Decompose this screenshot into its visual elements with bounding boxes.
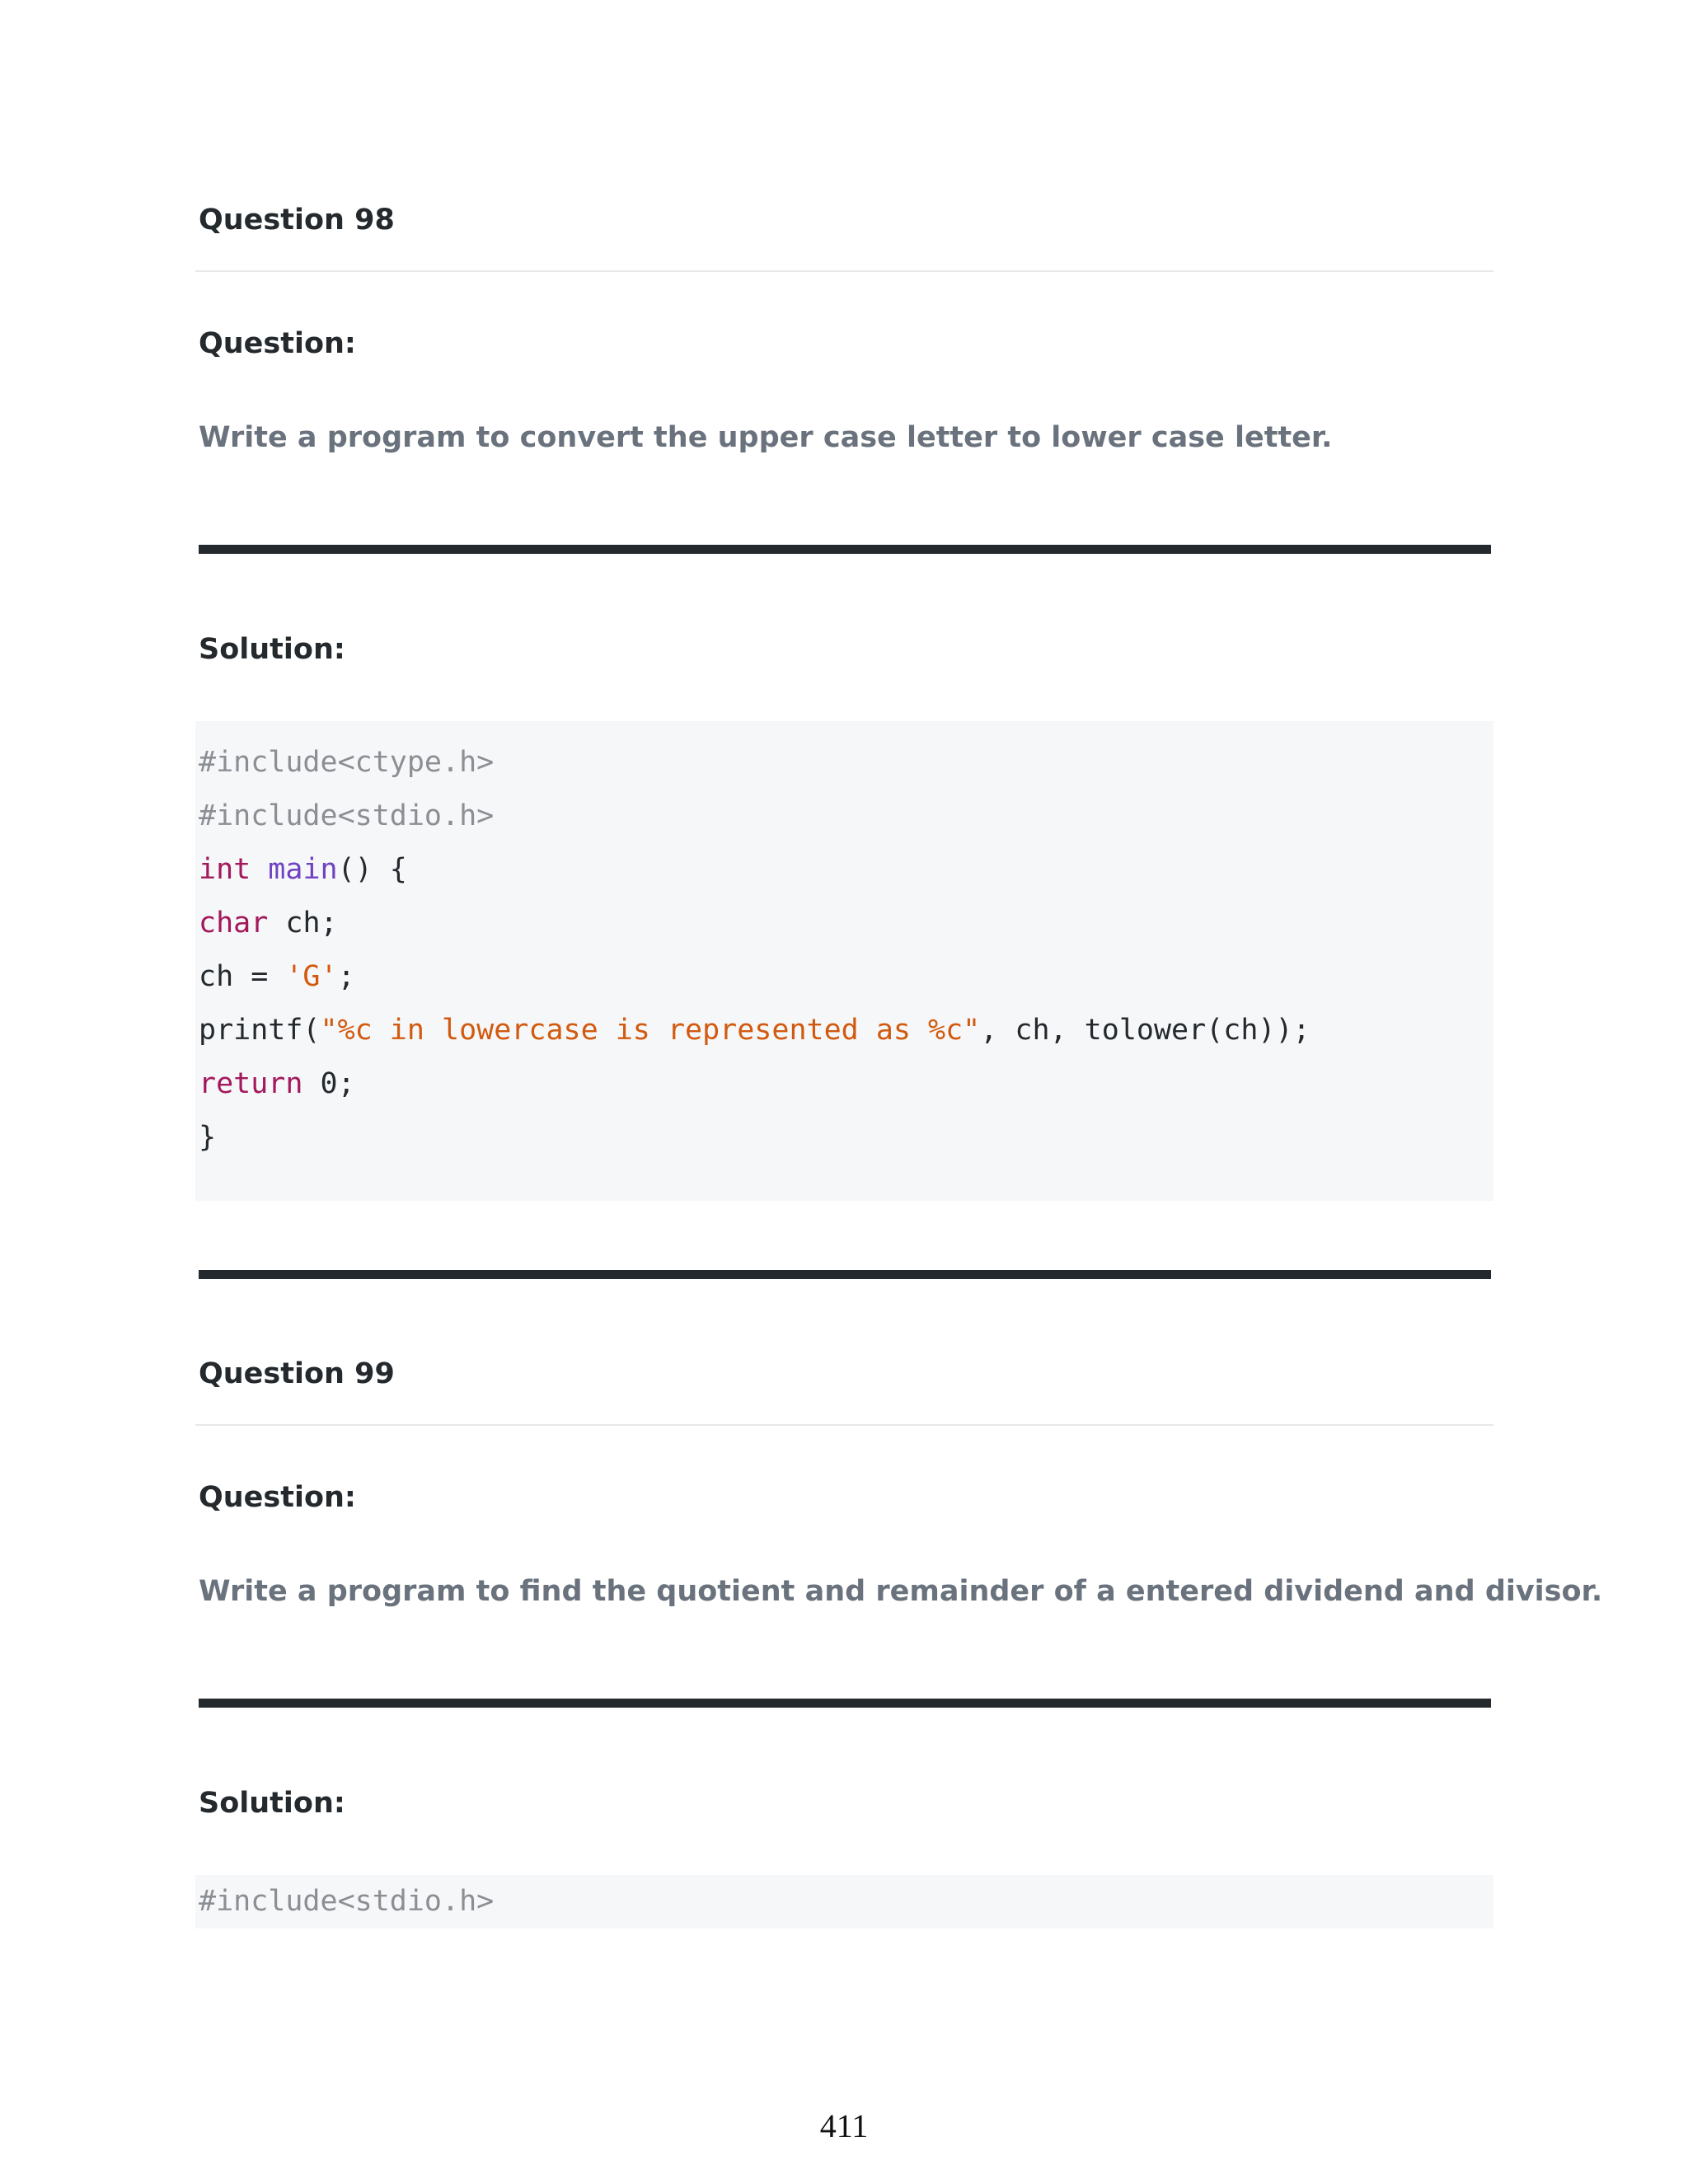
section-divider: [199, 545, 1491, 554]
solution-label: Solution:: [199, 633, 345, 666]
code-line: }: [199, 1121, 217, 1154]
question-text: Write a program to find the quotient and remainder of a entered dividend and divisor.: [199, 1575, 1603, 1608]
question-label: Question:: [199, 1481, 356, 1514]
question-text: Write a program to convert the upper case letter to lower case letter.: [199, 421, 1333, 454]
code-line: #include<stdio.h>: [199, 799, 495, 832]
page-number: 411: [819, 2107, 869, 2144]
question-99-title: Question 99: [199, 1357, 395, 1390]
section-divider: [199, 1270, 1491, 1279]
code-block: [195, 1875, 1493, 1929]
title-divider: [195, 1424, 1493, 1426]
solution-label: Solution:: [199, 1787, 345, 1820]
code-line: printf("%c in lowercase is represented as %c", ch, tolower(ch));: [199, 1014, 1311, 1047]
code-line: char ch;: [199, 907, 338, 940]
code-line: ch = 'G';: [199, 960, 355, 993]
code-line: #include<ctype.h>: [199, 746, 495, 779]
code-line: int main() {: [199, 853, 407, 886]
code-line: #include<stdio.h>: [199, 1885, 495, 1918]
title-divider: [195, 270, 1493, 272]
question-98-title: Question 98: [199, 204, 395, 237]
code-line: return 0;: [199, 1067, 355, 1100]
question-label: Question:: [199, 327, 356, 360]
code-block: [195, 721, 1493, 1201]
section-divider: [199, 1699, 1491, 1708]
